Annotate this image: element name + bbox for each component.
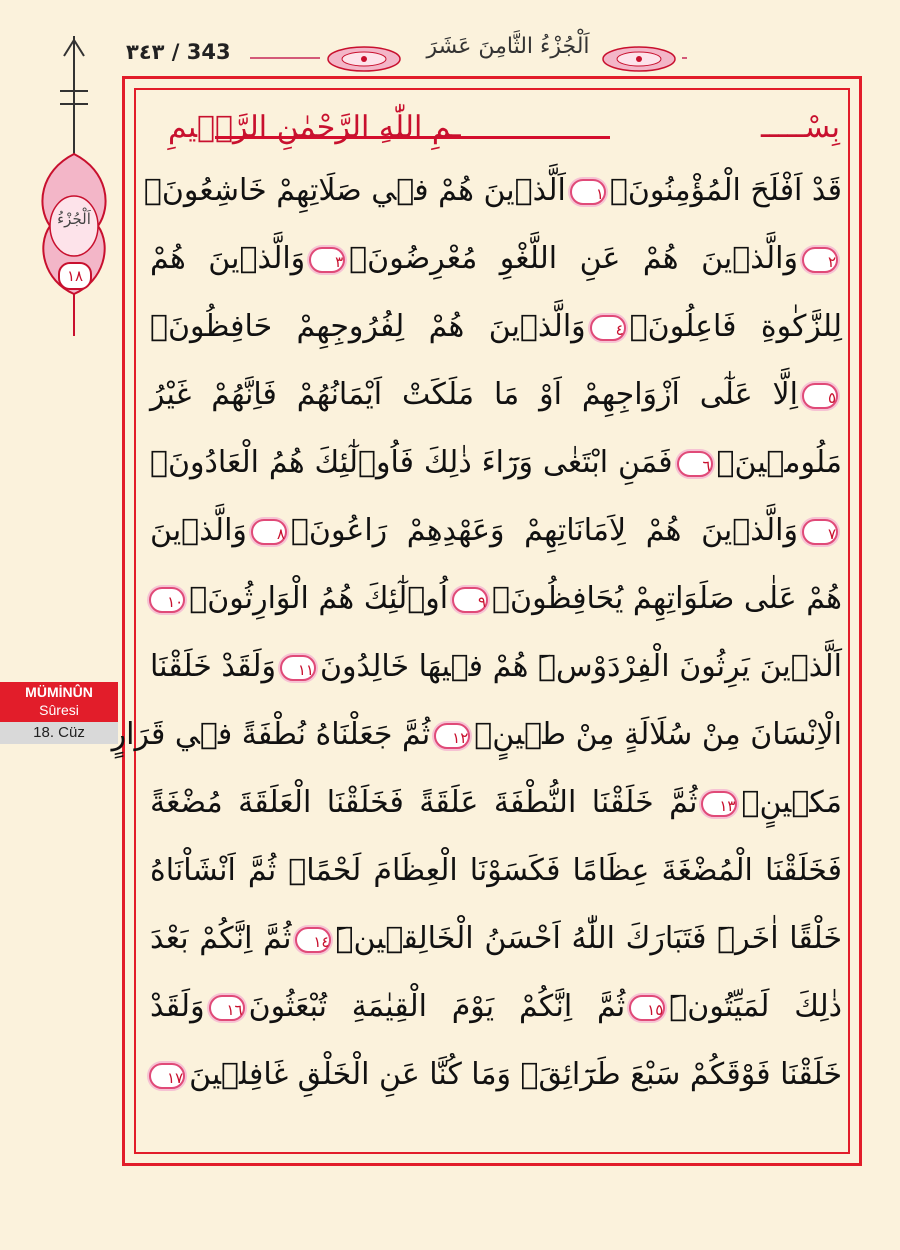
verse-text-segment: وَلَقَدْ (150, 989, 205, 1024)
verse-line (150, 299, 842, 355)
verse-number-marker: ١٢ (434, 723, 470, 749)
verse-text-segment: خَلْقًا اٰخَرَۜ فَتَبَارَكَ اللّٰهُ اَحْسَنُ الْخَالِق۪ينَۜ (335, 921, 842, 956)
verse-line (111, 707, 842, 763)
verse-text-segment: ثُمَّ جَعَلْنَاهُ نُطْفَةً ف۪ي قَرَارٍ (111, 717, 431, 752)
verse-text-segment: اَلَّذ۪ينَ يَرِثُونَ الْفِرْدَوْسَۜ هُمْ ف۪يهَا خَالِدُونَ (319, 649, 842, 684)
verse-number-marker: ١١ (280, 655, 316, 681)
basmala-start: بِسْـــــ (760, 110, 840, 145)
verse-number-marker: ٩ (452, 587, 488, 613)
verse-number-marker: ٦ (677, 451, 713, 477)
verse-line (150, 775, 842, 831)
basmala-end: ـمِ اللّٰهِ الرَّحْمٰنِ الرَّح۪يمِ (168, 110, 461, 145)
verse-text-segment: وَلَقَدْ خَلَقْنَا (150, 649, 276, 684)
verse-number-marker: ١ (570, 179, 606, 205)
cuz-label: 18. Cüz (0, 722, 118, 744)
verse-number-marker: ١٦ (209, 995, 245, 1021)
verse-text-segment: وَالَّذ۪ينَ هُمْ عَنِ اللَّغْوِ مُعْرِضُونَۙ (349, 241, 798, 276)
verse-text-segment: ذٰلِكَ لَمَيِّتُونَۜ (669, 989, 842, 1024)
verse-text-segment: ثُمَّ اِنَّكُمْ بَعْدَ (150, 921, 292, 956)
verse-number-marker: ٧ (802, 519, 838, 545)
verse-line (150, 979, 842, 1035)
sura-name: MÜMİNÛN (25, 684, 93, 700)
verse-text-segment: اَلَّذ۪ينَ هُمْ ف۪ي صَلَاتِهِمْ خَاشِعُونَۙ (143, 173, 566, 208)
verse-number-marker: ٤ (590, 315, 626, 341)
verse-text-segment: وَالَّذ۪ينَ هُمْ (150, 241, 306, 276)
juz-medallion-label: اَلْجُزْءُ (57, 210, 91, 228)
juz-ornament-icon (30, 36, 118, 336)
verse-text-segment: فَخَلَقْنَا الْمُضْغَةَ عِظَامًا فَكَسَوْنَا الْعِظَامَ لَحْمًاۗ ثُمَّ اَنْشَاْنَاهُ (150, 853, 842, 888)
verse-number-marker: ٣ (309, 247, 345, 273)
juz-title: اَلْجُزْءُ الثَّامِنَ عَشَرَ (426, 34, 590, 59)
verse-number-marker: ٥ (802, 383, 838, 409)
floral-ornament-icon (325, 44, 403, 74)
header-divider-right (682, 57, 687, 59)
sura-label: Sûresi (39, 702, 79, 718)
verse-text-segment: الْاِنْسَانَ مِنْ سُلَالَةٍ مِنْ ط۪ينٍۚ (474, 717, 842, 752)
verse-text-segment: قَدْ اَفْلَحَ الْمُؤْمِنُونَۙ (609, 173, 842, 208)
juz-number-badge: ١٨ (58, 262, 92, 290)
verse-line (150, 911, 842, 967)
verse-line (150, 503, 842, 559)
verse-text-segment: فَمَنِ ابْتَغٰى وَرَٓاءَ ذٰلِكَ فَاُو۬لٰٓئِكَ هُمُ الْعَادُونَۚ (150, 445, 673, 480)
verse-line (150, 571, 842, 627)
floral-ornament-icon (600, 44, 678, 74)
verse-text-segment: مَلُوم۪ينَۚ (716, 445, 842, 480)
verse-number-marker: ٢ (802, 247, 838, 273)
verse-line (150, 435, 842, 491)
verse-line (150, 231, 842, 287)
header-divider-left (250, 57, 320, 59)
verse-text-segment: ثُمَّ اِنَّكُمْ يَوْمَ الْقِيٰمَةِ تُبْعَثُونَ (248, 989, 626, 1024)
verse-line (150, 1047, 842, 1103)
verse-number-marker: ٨ (251, 519, 287, 545)
verse-text-segment: وَالَّذ۪ينَ هُمْ لِاَمَانَاتِهِمْ وَعَهْدِهِمْ رَاعُونَۙ (290, 513, 798, 548)
verse-line (150, 639, 842, 695)
verse-number-marker: ١٣ (701, 791, 737, 817)
verse-text-segment: وَالَّذ۪ينَ (150, 513, 247, 548)
verse-text-segment: هُمْ عَلٰى صَلَوَاتِهِمْ يُحَافِظُونَۘ (492, 581, 842, 616)
verse-number-marker: ١٠ (149, 587, 185, 613)
verse-number-marker: ١٥ (629, 995, 665, 1021)
verse-line (150, 367, 842, 423)
verse-number-marker: ١٤ (295, 927, 331, 953)
verse-text-segment: اُو۬لٰٓئِكَ هُمُ الْوَارِثُونَۙ (189, 581, 449, 616)
verse-line (150, 843, 842, 899)
verse-text-segment: مَك۪ينٍۖ (741, 785, 842, 820)
verse-text-segment: لِلزَّكٰوةِ فَاعِلُونَۙ (629, 309, 842, 344)
verse-text-segment: خَلَقْنَا فَوْقَكُمْ سَبْعَ طَرَٓائِقَۗ وَمَا كُنَّا عَنِ الْخَلْقِ غَافِل۪ينَ (189, 1057, 842, 1092)
verse-number-marker: ١٧ (149, 1063, 185, 1089)
verse-line (143, 163, 842, 219)
verse-text-segment: ثُمَّ خَلَقْنَا النُّطْفَةَ عَلَقَةً فَخَلَقْنَا الْعَلَقَةَ مُضْغَةً (150, 785, 698, 820)
page-header (0, 0, 900, 80)
verse-text-segment: وَالَّذ۪ينَ هُمْ لِفُرُوجِهِمْ حَافِظُونَۙ (150, 309, 586, 344)
verse-text-segment: اِلَّا عَلٰٓى اَزْوَاجِهِمْ اَوْ مَا مَلَكَتْ اَيْمَانُهُمْ فَاِنَّهُمْ غَيْرُ (150, 377, 798, 412)
page-number: ٣٤٣ / 343 (126, 40, 231, 64)
